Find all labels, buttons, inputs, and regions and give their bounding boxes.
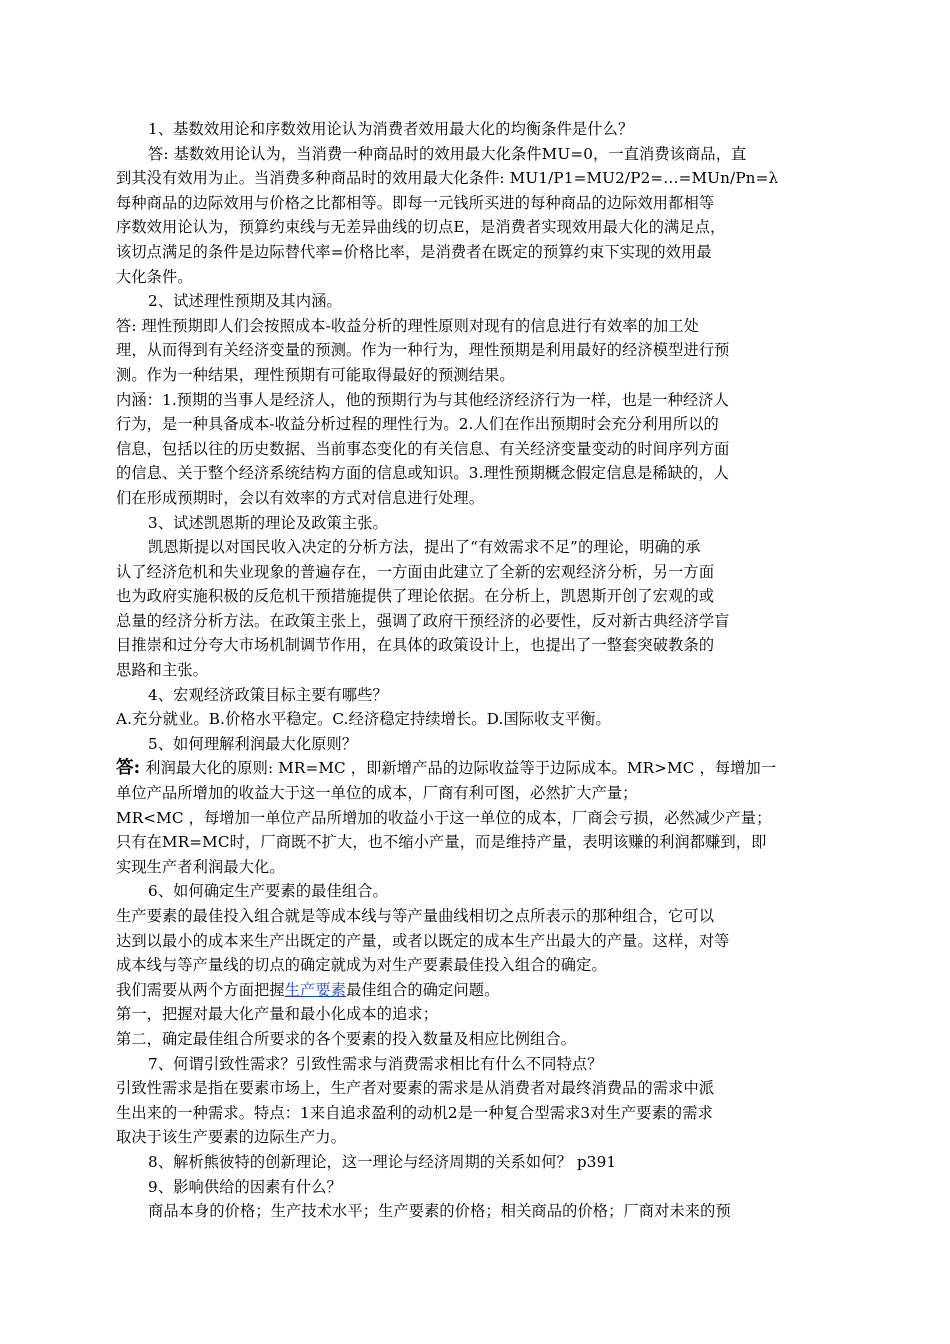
answer-5-line-2: 单位产品所增加的收益大于这一单位的成本，厂商有利可图，必然扩大产量； [116,784,638,803]
answer-9-line-1: 商品本身的价格；生产技术水平；生产要素的价格；相关商品的价格；厂商对未来的预 [148,1202,731,1221]
answer-2-line-1: 答: 理性预期即人们会按照成本-收益分析的理性原则对现有的信息进行有效率的加工处 [116,316,700,335]
question-1: 1、基数效用论和序数效用论认为消费者效用最大化的均衡条件是什么？ [148,120,634,138]
answer-2-line-5: 行为，是一种具备成本-收益分析过程的理性行为。2.人们在作出预期时会充分利用所以的 [116,415,719,434]
answer-1-line-4: 序数效用论认为，预算约束线与无差异曲线的切点E，是消费者实现效用最大化的满足点， [116,218,726,237]
question-9: 9、影响供给的因素有什么？ [148,1177,342,1196]
answer-4-line-1: A.充分就业。B.价格水平稳定。C.经济稳定持续增长。D.国际收支平衡。 [116,710,611,729]
answer-5-line-3: MR<MC ，每增加一单位产品所增加的收益小于这一单位的成本，厂商会亏损，必然减少产量； [116,808,772,827]
answer-3-line-3: 也为政府实施积极的反危机干预措施提供了理论依据。在分析上，凯恩斯开创了宏观的或 [116,587,715,606]
answer-7-line-3: 取决于该生产要素的边际生产力。 [116,1128,347,1147]
answer-1-line-3: 每种商品的边际效用与价格之比都相等。即每一元钱所买进的每种商品的边际效用都相等 [116,193,715,212]
answer-6-line-5: 第一，把握对最大化产量和最小化成本的追求； [116,1005,439,1024]
question-3: 3、试述凯恩斯的理论及政策主张。 [148,513,388,532]
answer-1-line-5: 该切点满足的条件是边际替代率=价格比率，是消费者在既定的预算约束下实现的效用最 [116,242,712,261]
answer-6-line-1: 生产要素的最佳投入组合就是等成本线与等产量曲线相切之点所表示的那种组合，它可以 [116,907,715,925]
production-factor-link[interactable]: 生产要素 [284,980,347,999]
question-6: 6、如何确定生产要素的最佳组合。 [148,882,388,901]
answer-3-line-4: 总量的经济分析方法。在政策主张上，强调了政府干预经济的必要性，反对新古典经济学盲 [116,611,730,630]
answer-5-line-1 [116,756,862,781]
question-7: 7、何谓引致性需求？引致性需求与消费需求相比有什么不同特点？ [148,1054,603,1073]
answer-3-line-2: 认了经济危机和失业现象的普遍存在，一方面由此建立了全新的宏观经济分析，另一方面 [116,562,715,581]
answer-2-line-2: 理，从而得到有关经济变量的预测。作为一种行为，理性预期是利用最好的经济模型进行预 [116,341,730,360]
answer-6-line-3: 成本线与等产量线的切点的确定就成为对生产要素最佳投入组合的确定。 [116,956,607,975]
answer-6-line-4 [116,978,862,1003]
question-8: 8、解析熊彼特的创新理论，这一理论与经济周期的关系如何？ p391 [148,1152,617,1171]
question-2: 2、试述理性预期及其内涵。 [148,292,342,311]
answer-2-line-6: 信息，包括以往的历史数据、当前事态变化的有关信息、有关经济变量变动的时间序列方面 [116,439,730,458]
document-page [116,117,862,1224]
answer-2-line-7: 的信息、关于整个经济系统结构方面的信息或知识。3.理性预期概念假定信息是稀缺的，人 [116,464,729,483]
answer-7-line-2: 生出来的一种需求。特点：1来自追求盈利的动机2是一种复合型需求3对生产要素的需求 [116,1103,713,1122]
answer-3-line-6: 思路和主张。 [116,661,209,680]
answer-5-line-4: 只有在MR=MC时，厂商既不扩大，也不缩小产量，而是维持产量，表明该赚的利润都赚到，即 [116,833,767,852]
answer-6-text-before-link: 我们需要从两个方面把握 [116,980,285,999]
answer-3-line-1: 凯恩斯提以对国民收入决定的分析方法，提出了“有效需求不足”的理论，明确的承 [148,538,701,557]
answer-5-text: 利润最大化的原则: MR=MC ，即新增产品的边际收益等于边际成本。MR>MC ，每增加一 [140,759,777,778]
answer-label: 答: [116,758,141,779]
answer-3-line-5: 目推崇和过分夸大市场机制调节作用，在具体的政策设计上，也提出了一整套突破教条的 [116,636,715,655]
answer-2-line-8: 们在形成预期时，会以有效率的方式对信息进行处理。 [116,488,485,507]
answer-6-line-2: 达到以最小的成本来生产出既定的产量，或者以既定的成本生产出最大的产量。这样，对等 [116,931,730,950]
question-4: 4、宏观经济政策目标主要有哪些？ [148,685,388,704]
answer-6-text-after-link: 最佳组合的确定问题。 [346,980,500,999]
answer-7-line-1: 引致性需求是指在要素市场上，生产者对要素的需求是从消费者对最终消费品的需求中派 [116,1079,715,1098]
answer-6-line-6: 第二，确定最佳组合所要求的各个要素的投入数量及相应比例组合。 [116,1029,577,1048]
answer-2-line-3: 测。作为一种结果，理性预期有可能取得最好的预测结果。 [116,365,515,384]
answer-1-line-6: 大化条件。 [116,267,193,286]
answer-1-line-2: 到其没有效用为止。当消费多种商品时的效用最大化条件: MU1/P1=MU2/P2=…=MUn/Pn=λ [116,169,779,188]
answer-5-line-5: 实现生产者利润最大化。 [116,857,285,876]
question-5: 5、如何理解利润最大化原则？ [148,734,358,753]
answer-1-line-1: 答: 基数效用论认为，当消费一种商品时的效用最大化条件MU=0，一直消费该商品，直 [148,144,747,163]
answer-2-line-4: 内涵：1.预期的当事人是经济人，他的预期行为与其他经济经济行为一样，也是一种经济人 [116,390,729,409]
